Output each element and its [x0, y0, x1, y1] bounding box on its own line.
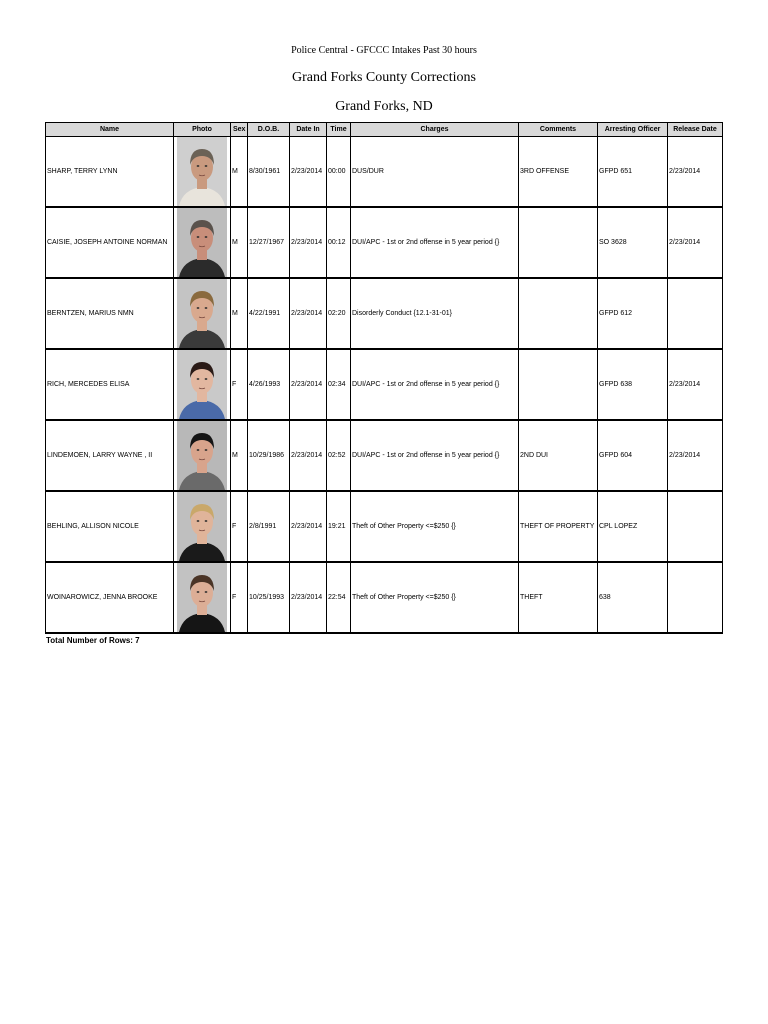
cell-date-in: 2/23/2014 [290, 137, 327, 208]
cell-sex: M [231, 278, 248, 349]
col-header-sex: Sex [231, 123, 248, 137]
cell-charges: Disorderly Conduct {12.1-31-01} [351, 278, 519, 349]
cell-photo [174, 278, 231, 349]
col-header-photo: Photo [174, 123, 231, 137]
intake-table [45, 122, 723, 634]
table-row [46, 491, 723, 562]
cell-release-date [668, 491, 723, 562]
total-rows-label: Total Number of Rows: 7 [46, 636, 140, 645]
col-header-date-in: Date In [290, 123, 327, 137]
report-source-line: Police Central - GFCCC Intakes Past 30 hours [291, 45, 477, 56]
cell-time: 22:54 [327, 562, 351, 633]
cell-time: 02:34 [327, 349, 351, 420]
mugshot-photo [177, 137, 227, 206]
col-header-comments: Comments [519, 123, 598, 137]
report-title: Grand Forks County Corrections [292, 70, 476, 85]
cell-name: BERNTZEN, MARIUS NMN [46, 278, 174, 349]
cell-time: 00:00 [327, 137, 351, 208]
table-row [46, 420, 723, 491]
cell-photo [174, 562, 231, 633]
cell-sex: F [231, 349, 248, 420]
cell-charges: DUI/APC - 1st or 2nd offense in 5 year period {} [351, 207, 519, 278]
mugshot-photo [177, 421, 227, 490]
cell-sex: M [231, 207, 248, 278]
mugshot-photo [177, 279, 227, 348]
cell-name: RICH, MERCEDES ELISA [46, 349, 174, 420]
cell-arresting-officer: GFPD 638 [598, 349, 668, 420]
cell-charges: DUI/APC - 1st or 2nd offense in 5 year period {} [351, 420, 519, 491]
cell-release-date: 2/23/2014 [668, 207, 723, 278]
cell-date-in: 2/23/2014 [290, 562, 327, 633]
cell-release-date [668, 278, 723, 349]
table-row [46, 562, 723, 633]
cell-dob: 4/26/1993 [248, 349, 290, 420]
cell-photo [174, 137, 231, 208]
cell-dob: 12/27/1967 [248, 207, 290, 278]
cell-time: 19:21 [327, 491, 351, 562]
cell-comments [519, 349, 598, 420]
table-row [46, 349, 723, 420]
cell-photo [174, 491, 231, 562]
cell-sex: M [231, 137, 248, 208]
cell-name: SHARP, TERRY LYNN [46, 137, 174, 208]
cell-release-date [668, 562, 723, 633]
cell-name: LINDEMOEN, LARRY WAYNE , II [46, 420, 174, 491]
mugshot-photo [177, 208, 227, 277]
mugshot-photo [177, 563, 227, 632]
cell-comments [519, 207, 598, 278]
table-row [46, 278, 723, 349]
cell-time: 02:52 [327, 420, 351, 491]
col-header-name: Name [46, 123, 174, 137]
table-header-row [46, 123, 723, 137]
cell-date-in: 2/23/2014 [290, 349, 327, 420]
col-header-charges: Charges [351, 123, 519, 137]
cell-name: CAISIE, JOSEPH ANTOINE NORMAN [46, 207, 174, 278]
col-header-arresting-officer: Arresting Officer [598, 123, 668, 137]
table-row [46, 137, 723, 208]
cell-comments: THEFT [519, 562, 598, 633]
cell-charges: Theft of Other Property <=$250 {} [351, 562, 519, 633]
cell-comments: 2ND DUI [519, 420, 598, 491]
cell-dob: 10/25/1993 [248, 562, 290, 633]
cell-name: BEHLING, ALLISON NICOLE [46, 491, 174, 562]
cell-charges: Theft of Other Property <=$250 {} [351, 491, 519, 562]
report-subtitle: Grand Forks, ND [335, 99, 433, 114]
cell-sex: F [231, 562, 248, 633]
cell-dob: 4/22/1991 [248, 278, 290, 349]
cell-arresting-officer: CPL LOPEZ [598, 491, 668, 562]
cell-release-date: 2/23/2014 [668, 420, 723, 491]
cell-comments [519, 278, 598, 349]
table-row [46, 207, 723, 278]
cell-charges: DUI/APC - 1st or 2nd offense in 5 year period {} [351, 349, 519, 420]
cell-date-in: 2/23/2014 [290, 278, 327, 349]
col-header-time: Time [327, 123, 351, 137]
mugshot-photo [177, 492, 227, 561]
cell-photo [174, 349, 231, 420]
cell-arresting-officer: GFPD 612 [598, 278, 668, 349]
cell-comments: 3RD OFFENSE [519, 137, 598, 208]
cell-dob: 10/29/1986 [248, 420, 290, 491]
cell-release-date: 2/23/2014 [668, 349, 723, 420]
cell-comments: THEFT OF PROPERTY [519, 491, 598, 562]
cell-date-in: 2/23/2014 [290, 491, 327, 562]
cell-arresting-officer: GFPD 651 [598, 137, 668, 208]
cell-date-in: 2/23/2014 [290, 420, 327, 491]
cell-photo [174, 420, 231, 491]
cell-charges: DUS/DUR [351, 137, 519, 208]
cell-dob: 2/8/1991 [248, 491, 290, 562]
cell-time: 02:20 [327, 278, 351, 349]
cell-photo [174, 207, 231, 278]
cell-sex: F [231, 491, 248, 562]
cell-arresting-officer: GFPD 604 [598, 420, 668, 491]
col-header-dob: D.O.B. [248, 123, 290, 137]
cell-arresting-officer: 638 [598, 562, 668, 633]
mugshot-photo [177, 350, 227, 419]
cell-name: WOINAROWICZ, JENNA BROOKE [46, 562, 174, 633]
cell-dob: 8/30/1961 [248, 137, 290, 208]
cell-arresting-officer: SO 3628 [598, 207, 668, 278]
cell-sex: M [231, 420, 248, 491]
cell-time: 00:12 [327, 207, 351, 278]
cell-date-in: 2/23/2014 [290, 207, 327, 278]
col-header-release-date: Release Date [668, 123, 723, 137]
cell-release-date: 2/23/2014 [668, 137, 723, 208]
